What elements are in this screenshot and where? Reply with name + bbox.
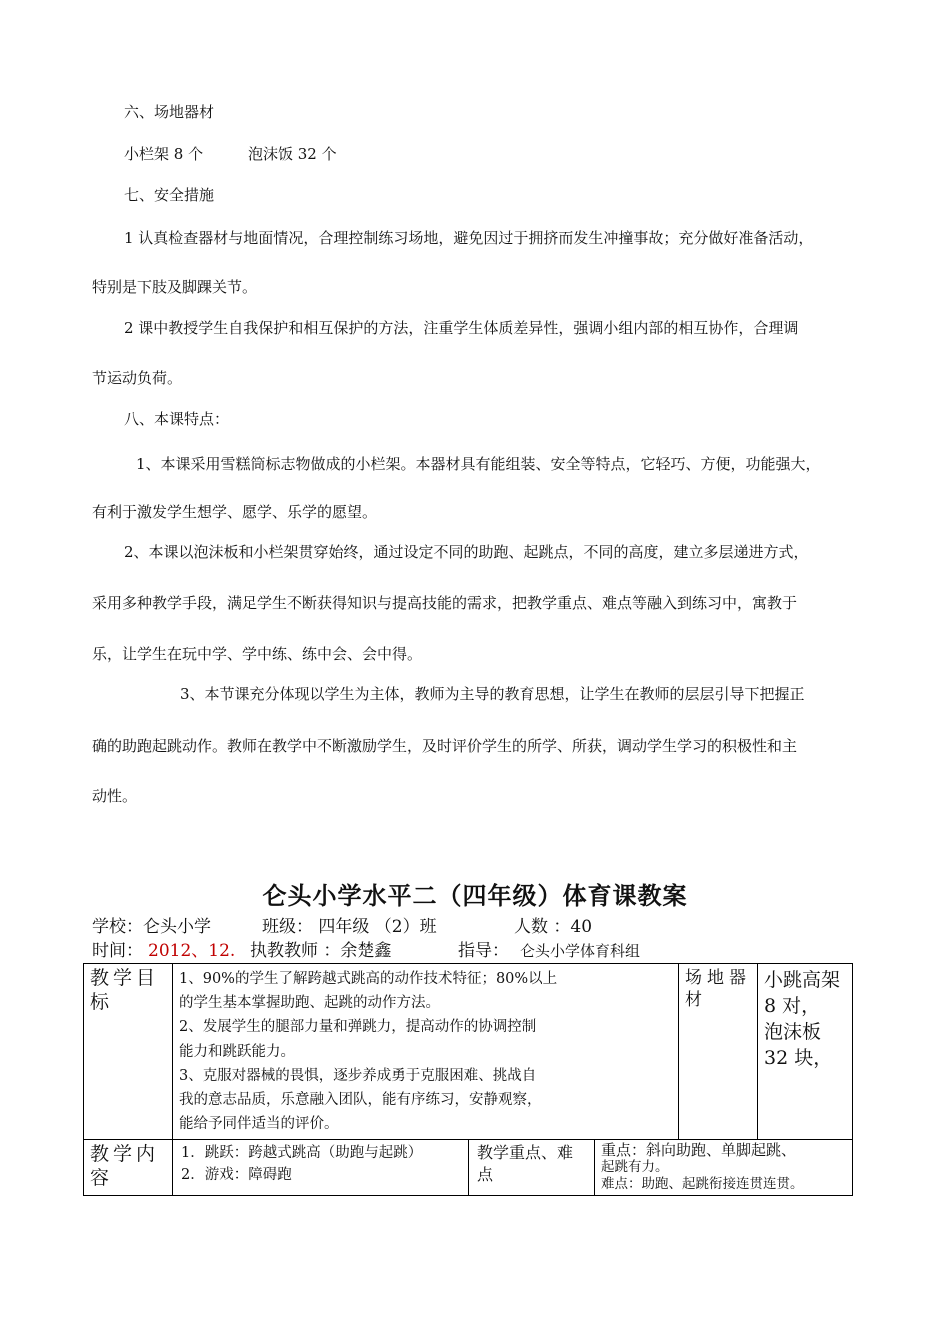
goal-line: 3、克服对器械的畏惧，逐步养成勇于克服困难、挑战自 bbox=[179, 1067, 537, 1084]
section6-heading: 六、场地器材 bbox=[124, 103, 215, 121]
info-row-2 bbox=[92, 941, 852, 961]
focus-content bbox=[595, 1140, 853, 1196]
equipment-line: 泡沫板 32 块， bbox=[764, 1021, 833, 1069]
time-label: 时间： bbox=[92, 941, 143, 961]
teacher-label: 执教教师 ：余楚鑫 bbox=[250, 941, 392, 961]
equipment-item-hurdles: 小栏架 8 个 bbox=[124, 145, 204, 163]
feature-p3-line2: 确的助跑起跳动作。教师在教学中不断激励学生，及时评价学生的所学、所获，调动学生学习的积极性和主 bbox=[92, 737, 798, 755]
school-label: 学校：仑头小学 bbox=[92, 917, 211, 937]
time-value: 2012、12. bbox=[148, 941, 236, 961]
feature-p2-line1: 2、本课以泡沫板和小栏架贯穿始终，通过设定不同的助跑、起跳点，不同的高度，建立多层递进方式， bbox=[124, 543, 809, 561]
goal-line: 的学生基本掌握助跑、起跳的动作方法。 bbox=[179, 995, 440, 1012]
content-line: 1．跳跃：跨越式跳高（助跑与起跳） bbox=[181, 1145, 423, 1162]
goal-line: 能给予同伴适当的评价。 bbox=[179, 1116, 339, 1133]
goal-line: 我的意志品质，乐意融入团队，能有序练习，安静观察， bbox=[179, 1092, 542, 1109]
table-row-goals bbox=[84, 964, 853, 1140]
focus-header: 教学重点、难点 bbox=[469, 1140, 595, 1196]
safety-p2-line2: 节运动负荷。 bbox=[92, 369, 183, 387]
safety-p1-line2: 特别是下肢及脚踝关节。 bbox=[92, 278, 258, 296]
guide-value: 仑头小学体育科组 bbox=[520, 942, 641, 960]
section8-heading: 八、本课特点： bbox=[124, 410, 230, 428]
class-label: 班级： 四年级 （2）班 bbox=[262, 917, 437, 937]
feature-p2-line3: 乐，让学生在玩中学、学中练、练中会、会中得。 bbox=[92, 645, 423, 663]
content-list bbox=[173, 1140, 469, 1196]
feature-p1-line1: 1、本课采用雪糕筒标志物做成的小栏架。本器材具有能组装、安全等特点，它轻巧、方便，功能强大， bbox=[136, 455, 821, 473]
feature-p2-line2: 采用多种教学手段，满足学生不断获得知识与提高技能的需求，把教学重点、难点等融入到练习中，寓教于 bbox=[92, 594, 798, 612]
goal-list bbox=[173, 964, 679, 1140]
goal-line: 能力和跳跃能力。 bbox=[179, 1043, 295, 1060]
safety-p2-line1: 2 课中教授学生自我保护和相互保护的方法，注重学生体质差异性，强调小组内部的相互协作，合理调 bbox=[124, 319, 799, 337]
section7-heading: 七、安全措施 bbox=[124, 186, 215, 204]
goal-header: 教学目标 bbox=[84, 964, 173, 1140]
goal-line: 1、90%的学生了解跨越式跳高的动作技术特征；80%以上 bbox=[179, 971, 558, 987]
focus-key: 重点：斜向助跑、单脚起跳、 bbox=[601, 1141, 797, 1160]
feature-p3-line1: 3、本节课充分体现以学生为主体，教师为主导的教育思想，让学生在教师的层层引导下把握正 bbox=[180, 685, 805, 703]
feature-p3-line3: 动性。 bbox=[92, 787, 138, 805]
lesson-plan-title: 仑头小学水平二（四年级）体育课教案 bbox=[262, 882, 688, 910]
goal-line: 2、发展学生的腿部力量和弹跳力，提高动作的协调控制 bbox=[179, 1019, 537, 1036]
content-line: 2．游戏：障碍跑 bbox=[181, 1167, 292, 1184]
place-header: 场地器材 bbox=[679, 964, 758, 1139]
equipment-line: 小跳高架 8 对， bbox=[764, 969, 841, 1017]
equipment-item-foam: 泡沫饭 32 个 bbox=[248, 145, 337, 163]
safety-p1-line1: 1 认真检查器材与地面情况，合理控制练习场地，避免因过于拥挤而发生冲撞事故；充分做好准备活动， bbox=[124, 229, 814, 247]
equipment-list bbox=[758, 964, 853, 1139]
content-header: 教学内容 bbox=[84, 1140, 173, 1196]
focus-key-cont: 起跳有力。 bbox=[601, 1159, 669, 1176]
table-row-content bbox=[84, 1140, 853, 1196]
lesson-plan-table bbox=[83, 963, 853, 1196]
equipment-subtable bbox=[679, 964, 852, 1139]
feature-p1-line2: 有利于激发学生想学、愿学、乐学的愿望。 bbox=[92, 503, 378, 521]
info-row-1 bbox=[92, 917, 852, 937]
focus-difficult: 难点：助跑、起跳衔接连贯连贯。 bbox=[601, 1176, 804, 1193]
guide-label: 指导： bbox=[458, 941, 509, 961]
equipment-cell bbox=[679, 964, 853, 1140]
student-count: 人数 ：40 bbox=[514, 917, 593, 937]
